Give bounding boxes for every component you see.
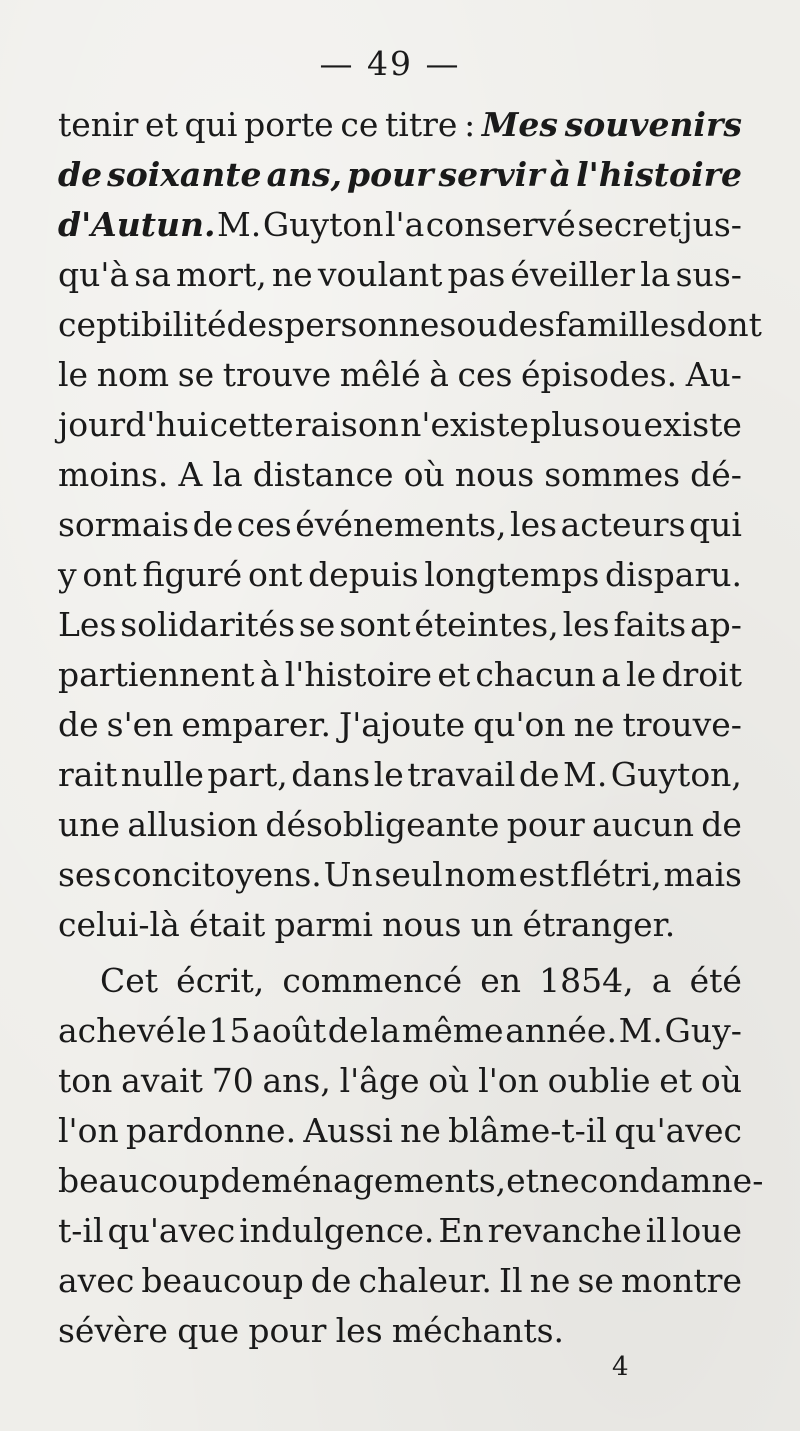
italic-word: servir <box>438 155 545 194</box>
word: étranger. <box>522 905 676 944</box>
word: A <box>178 455 203 494</box>
word: et <box>506 1161 539 1200</box>
word: sa <box>134 255 171 294</box>
word: chacun <box>475 655 596 694</box>
word: trouve- <box>622 705 742 744</box>
word: ans, <box>262 1061 331 1100</box>
word: condamne- <box>579 1161 764 1200</box>
word: distance <box>252 455 394 494</box>
word: sus- <box>675 255 742 294</box>
word: de <box>518 755 560 794</box>
word: y <box>58 555 77 594</box>
word: de <box>310 1261 352 1300</box>
word: que <box>177 1311 240 1350</box>
word: acteurs <box>560 505 686 544</box>
word <box>347 150 433 200</box>
word: le <box>176 1011 207 1050</box>
word: avec <box>58 1261 135 1300</box>
word: Guyton, <box>610 755 742 794</box>
word: qu'on <box>473 705 566 744</box>
italic-word: l'histoire <box>576 155 742 194</box>
word: année. <box>505 1011 617 1050</box>
word: l'a <box>384 205 425 244</box>
word <box>58 200 216 250</box>
word: se <box>177 355 215 394</box>
word: 15 <box>208 1011 251 1050</box>
word: longtemps <box>424 555 600 594</box>
word: a <box>601 655 621 694</box>
word: le <box>373 755 404 794</box>
word: ou <box>456 305 498 344</box>
word: Il <box>498 1261 523 1300</box>
word: allusion <box>127 805 259 844</box>
word: emparer. <box>181 705 331 744</box>
word: nom <box>444 855 517 894</box>
word <box>565 100 742 150</box>
word: ces <box>236 505 292 544</box>
word: de <box>220 1161 261 1200</box>
word: chaleur. <box>358 1261 492 1300</box>
italic-word: ans, <box>266 155 343 194</box>
word: est <box>518 855 569 894</box>
word: faits <box>613 605 687 644</box>
word: 1854, <box>539 961 634 1000</box>
text-line <box>58 700 742 750</box>
word: ap- <box>689 605 742 644</box>
word <box>482 100 558 150</box>
word: Guyton <box>262 205 384 244</box>
word: Les <box>58 605 117 644</box>
word: pour <box>248 1311 327 1350</box>
word: moins. <box>58 455 169 494</box>
word <box>550 150 571 200</box>
word: le <box>626 655 657 694</box>
word: se <box>577 1261 614 1300</box>
word: familles <box>555 305 687 344</box>
word: des <box>497 305 556 344</box>
word: était <box>189 905 266 944</box>
word: qu'avec <box>107 1211 236 1250</box>
word: existe <box>643 405 742 444</box>
word: de <box>192 505 234 544</box>
text-line <box>58 550 742 600</box>
word: sont <box>339 605 411 644</box>
word: qu'à <box>58 255 130 294</box>
text-line <box>58 1256 742 1306</box>
word: celui-là <box>58 905 180 944</box>
word: ces <box>457 355 513 394</box>
italic-word: Mes <box>481 105 559 144</box>
signature-mark: 4 <box>612 1352 629 1382</box>
word: Guy- <box>664 1011 742 1050</box>
word: conservé <box>425 205 576 244</box>
word: sévère <box>58 1311 168 1350</box>
body-text <box>58 100 764 1356</box>
text-line <box>58 100 742 150</box>
word: indulgence. <box>239 1211 435 1250</box>
word: jourd'hui <box>58 405 209 444</box>
word: : <box>464 105 476 144</box>
word: pardonne. <box>125 1111 297 1150</box>
word: et <box>145 105 178 144</box>
word: se <box>298 605 336 644</box>
word <box>107 150 261 200</box>
word: part, <box>207 755 288 794</box>
text-line <box>58 450 742 500</box>
word: la <box>370 1011 401 1050</box>
word: où <box>428 1061 470 1100</box>
page-number: — 49 — <box>319 44 461 83</box>
italic-word: à <box>549 155 572 194</box>
word: ménagements, <box>260 1161 507 1200</box>
word: travail <box>407 755 516 794</box>
word: ses <box>58 855 112 894</box>
word: solidarités <box>120 605 296 644</box>
word: avait <box>121 1061 203 1100</box>
word: mort, <box>176 255 267 294</box>
word: a <box>651 961 672 1000</box>
word: l'on <box>58 1111 119 1150</box>
word: ton <box>58 1061 113 1100</box>
word: de <box>327 1011 369 1050</box>
text-line <box>58 800 742 850</box>
text-line <box>58 650 742 700</box>
word: Aussi <box>303 1111 393 1150</box>
word: pas <box>447 255 506 294</box>
word: les <box>335 1311 383 1350</box>
word: des <box>226 305 285 344</box>
word: l'histoire <box>284 655 433 694</box>
word: la <box>212 455 243 494</box>
text-line <box>58 956 742 1006</box>
word: beaucoup <box>58 1161 221 1200</box>
word: l'âge <box>339 1061 420 1100</box>
word: août <box>252 1011 327 1050</box>
word: ont <box>82 555 137 594</box>
word: figuré <box>142 555 243 594</box>
word: pour <box>506 805 585 844</box>
word: blâme-t-il <box>448 1111 607 1150</box>
word: nulle <box>120 755 204 794</box>
word: tenir <box>58 105 139 144</box>
text-line <box>58 1206 742 1256</box>
word: mais <box>663 855 742 894</box>
word: désobligeante <box>265 805 500 844</box>
text-line <box>58 150 742 200</box>
word: dans <box>291 755 371 794</box>
word: ne <box>538 1161 580 1200</box>
word: ne <box>529 1261 571 1300</box>
word: sormais <box>58 505 190 544</box>
word: montre <box>621 1261 742 1300</box>
word: beaucoup <box>141 1261 304 1300</box>
word: revanche <box>487 1211 642 1250</box>
word: porte <box>244 105 334 144</box>
word: nous <box>382 905 462 944</box>
text-line <box>58 300 762 350</box>
word: ont <box>247 555 303 594</box>
word: loue <box>670 1211 742 1250</box>
word: la <box>640 255 671 294</box>
word: n'existe <box>400 405 529 444</box>
word: et <box>437 655 471 694</box>
word: En <box>438 1211 484 1250</box>
word <box>439 150 545 200</box>
text-line <box>58 1006 742 1056</box>
word: à <box>259 655 280 694</box>
word: raison <box>294 405 399 444</box>
word: à <box>429 355 449 394</box>
word: achevé <box>58 1011 176 1050</box>
word: concitoyens. <box>113 855 322 894</box>
word: parmi <box>274 905 373 944</box>
word: été <box>689 961 742 1000</box>
word: Au- <box>685 355 742 394</box>
word: ou <box>601 405 643 444</box>
text-line <box>58 1306 742 1356</box>
word: écrit, <box>176 961 265 1000</box>
word: depuis <box>308 555 419 594</box>
word: il <box>645 1211 667 1250</box>
italic-word: soixante <box>107 155 262 194</box>
text-line <box>58 900 742 950</box>
word: dont <box>686 305 762 344</box>
word: ne <box>400 1111 441 1150</box>
italic-word: souvenirs <box>564 105 742 144</box>
italic-word: d'Autun. <box>58 205 216 244</box>
word: rait <box>58 755 118 794</box>
word: qu'avec <box>614 1111 742 1150</box>
text-line <box>58 250 742 300</box>
word: ne <box>573 705 615 744</box>
word: 70 <box>211 1061 254 1100</box>
text-line <box>58 750 742 800</box>
word: ne <box>271 255 313 294</box>
word: disparu. <box>605 555 742 594</box>
word: une <box>58 805 121 844</box>
word: épisodes. <box>521 355 678 394</box>
word: partiennent <box>58 655 255 694</box>
word: mêlé <box>339 355 421 394</box>
word: même <box>401 1011 504 1050</box>
word: un <box>470 905 514 944</box>
word: qui <box>689 505 742 544</box>
word: éteintes, <box>414 605 559 644</box>
word: plus <box>530 405 600 444</box>
word: nous <box>454 455 535 494</box>
word: qui <box>184 105 238 144</box>
word: trouve <box>222 355 332 394</box>
word: jus- <box>682 205 742 244</box>
word: M. <box>563 755 608 794</box>
word: J'ajoute <box>338 705 466 744</box>
word: les <box>510 505 558 544</box>
word: t-il <box>58 1211 104 1250</box>
text-line <box>58 1106 742 1156</box>
word: de <box>701 805 742 844</box>
word: secret <box>577 205 681 244</box>
word: ceptibilité <box>58 305 227 344</box>
italic-word: de <box>58 155 103 194</box>
text-line <box>58 600 742 650</box>
word <box>576 150 742 200</box>
text-line <box>58 1056 742 1106</box>
word <box>58 150 102 200</box>
word: titre <box>385 105 458 144</box>
word: l'on <box>478 1061 539 1100</box>
word: commencé <box>282 961 463 1000</box>
word: voulant <box>317 255 443 294</box>
word: seul <box>374 855 443 894</box>
italic-word: pour <box>347 155 434 194</box>
text-line <box>58 400 742 450</box>
word: les <box>562 605 610 644</box>
word: cette <box>209 405 294 444</box>
word: le <box>58 355 89 394</box>
word: et <box>659 1061 693 1100</box>
word: M. <box>618 1011 663 1050</box>
word: où <box>403 455 445 494</box>
word: droit <box>661 655 742 694</box>
word: nom <box>96 355 170 394</box>
text-line <box>58 200 742 250</box>
word: Un <box>323 855 373 894</box>
word: ce <box>340 105 379 144</box>
word: flétri, <box>570 855 662 894</box>
word: où <box>700 1061 742 1100</box>
word: Cet <box>100 961 159 1000</box>
text-line <box>58 850 742 900</box>
text-line <box>58 1156 764 1206</box>
word: s'en <box>106 705 174 744</box>
word: oublie <box>547 1061 651 1100</box>
word: sommes <box>544 455 681 494</box>
text-line <box>58 500 742 550</box>
word: personnes <box>284 305 457 344</box>
word: aucun <box>592 805 694 844</box>
word: méchants. <box>391 1311 565 1350</box>
word: M. <box>217 205 262 244</box>
word: éveiller <box>510 255 636 294</box>
word: de <box>58 705 99 744</box>
word <box>267 150 342 200</box>
word: dé- <box>690 455 742 494</box>
word: en <box>480 961 522 1000</box>
text-line <box>58 350 742 400</box>
word: événements, <box>295 505 507 544</box>
